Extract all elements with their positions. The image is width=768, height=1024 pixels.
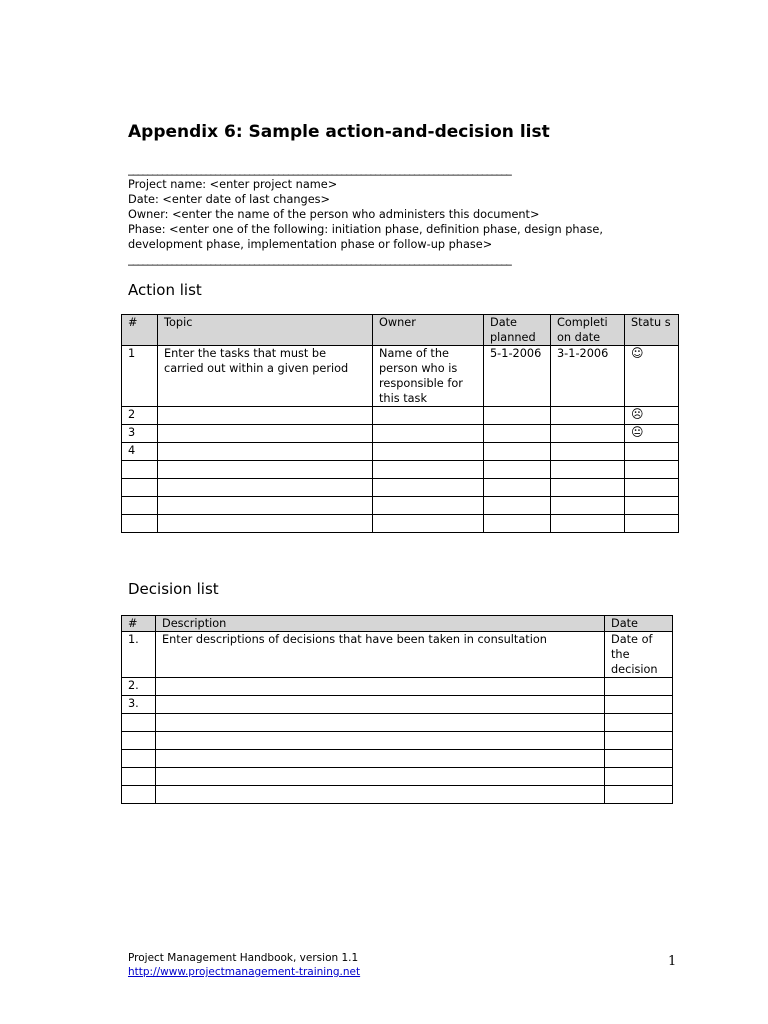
table-row	[122, 786, 673, 804]
row-number	[122, 515, 158, 533]
row-number	[122, 714, 156, 732]
separator-rule: _______________________________________________________________________________	[128, 163, 512, 176]
owner-cell: Name of the person who is responsible for this task	[373, 346, 484, 407]
completion-date-cell	[551, 479, 625, 497]
owner-cell	[373, 515, 484, 533]
table-row	[122, 407, 679, 425]
description-cell: Enter descriptions of decisions that have been taken in consultation	[156, 632, 605, 678]
description-cell	[156, 678, 605, 696]
column-header: Date	[605, 616, 673, 632]
row-number	[122, 732, 156, 750]
date-field: Date: <enter date of last changes>	[128, 193, 331, 206]
row-number	[122, 497, 158, 515]
table-row	[122, 750, 673, 768]
completion-date-cell	[551, 461, 625, 479]
date-cell	[605, 750, 673, 768]
phase-field: Phase: <enter one of the following: initiation phase, definition phase, design phase, development phase, implementation phase or follow-up phase>	[128, 223, 603, 251]
column-header: Description	[156, 616, 605, 632]
status-cell	[625, 479, 679, 497]
column-header: Date planned	[484, 315, 551, 346]
page-number: 1	[668, 954, 677, 969]
column-header: #	[122, 315, 158, 346]
row-number: 1	[122, 346, 158, 407]
row-number: 3	[122, 425, 158, 443]
description-cell	[156, 750, 605, 768]
owner-cell	[373, 461, 484, 479]
owner-cell	[373, 407, 484, 425]
completion-date-cell: 3-1-2006	[551, 346, 625, 407]
status-cell	[625, 443, 679, 461]
date-planned-cell: 5-1-2006	[484, 346, 551, 407]
description-cell	[156, 732, 605, 750]
table-row	[122, 497, 679, 515]
row-number	[122, 768, 156, 786]
column-header: Statu s	[625, 315, 679, 346]
action-list-table	[121, 314, 679, 533]
table-row	[122, 732, 673, 750]
date-planned-cell	[484, 461, 551, 479]
completion-date-cell	[551, 425, 625, 443]
column-header: Owner	[373, 315, 484, 346]
date-cell	[605, 768, 673, 786]
topic-cell	[158, 407, 373, 425]
date-cell	[605, 696, 673, 714]
topic-cell	[158, 497, 373, 515]
row-number	[122, 461, 158, 479]
owner-cell	[373, 479, 484, 497]
status-cell: ☺	[625, 346, 679, 407]
date-planned-cell	[484, 479, 551, 497]
table-row	[122, 696, 673, 714]
status-cell	[625, 497, 679, 515]
status-cell	[625, 515, 679, 533]
decision-list-table	[121, 615, 673, 804]
row-number: 2.	[122, 678, 156, 696]
row-number	[122, 750, 156, 768]
status-cell: 😐	[625, 425, 679, 443]
topic-cell	[158, 461, 373, 479]
date-planned-cell	[484, 443, 551, 461]
date-planned-cell	[484, 407, 551, 425]
action-list-heading: Action list	[128, 281, 202, 299]
date-cell	[605, 678, 673, 696]
topic-cell	[158, 443, 373, 461]
owner-field: Owner: <enter the name of the person who administers this document>	[128, 208, 540, 221]
topic-cell	[158, 425, 373, 443]
row-number: 4	[122, 443, 158, 461]
status-cell: ☹	[625, 407, 679, 425]
topic-cell	[158, 479, 373, 497]
topic-cell	[158, 515, 373, 533]
row-number	[122, 786, 156, 804]
table-row	[122, 346, 679, 407]
table-row	[122, 632, 673, 678]
project-name-field: Project name: <enter project name>	[128, 178, 338, 191]
table-row	[122, 461, 679, 479]
description-cell	[156, 714, 605, 732]
table-row	[122, 515, 679, 533]
table-row	[122, 714, 673, 732]
date-cell	[605, 732, 673, 750]
completion-date-cell	[551, 515, 625, 533]
table-header-row	[122, 616, 673, 632]
completion-date-cell	[551, 443, 625, 461]
owner-cell	[373, 443, 484, 461]
completion-date-cell	[551, 407, 625, 425]
decision-list-heading: Decision list	[128, 580, 219, 598]
table-row	[122, 443, 679, 461]
footer-link[interactable]: http://www.projectmanagement-training.net	[128, 966, 361, 978]
row-number: 3.	[122, 696, 156, 714]
table-row	[122, 678, 673, 696]
row-number: 1.	[122, 632, 156, 678]
date-planned-cell	[484, 497, 551, 515]
description-cell	[156, 786, 605, 804]
date-planned-cell	[484, 515, 551, 533]
separator-rule: _______________________________________________________________________________	[128, 253, 512, 266]
footer	[128, 951, 360, 979]
description-cell	[156, 768, 605, 786]
row-number: 2	[122, 407, 158, 425]
owner-cell	[373, 497, 484, 515]
date-cell	[605, 786, 673, 804]
status-cell	[625, 461, 679, 479]
table-row	[122, 768, 673, 786]
column-header: Topic	[158, 315, 373, 346]
page-title: Appendix 6: Sample action-and-decision list	[128, 122, 550, 142]
date-cell	[605, 714, 673, 732]
row-number	[122, 479, 158, 497]
table-row	[122, 479, 679, 497]
topic-cell: Enter the tasks that must be carried out within a given period	[158, 346, 373, 407]
footer-handbook-label: Project Management Handbook, version 1.1	[128, 952, 359, 964]
document-metadata	[128, 162, 676, 267]
table-header-row	[122, 315, 679, 346]
column-header: #	[122, 616, 156, 632]
table-row	[122, 425, 679, 443]
date-cell: Date of the decision	[605, 632, 673, 678]
completion-date-cell	[551, 497, 625, 515]
date-planned-cell	[484, 425, 551, 443]
owner-cell	[373, 425, 484, 443]
column-header: Completi on date	[551, 315, 625, 346]
description-cell	[156, 696, 605, 714]
